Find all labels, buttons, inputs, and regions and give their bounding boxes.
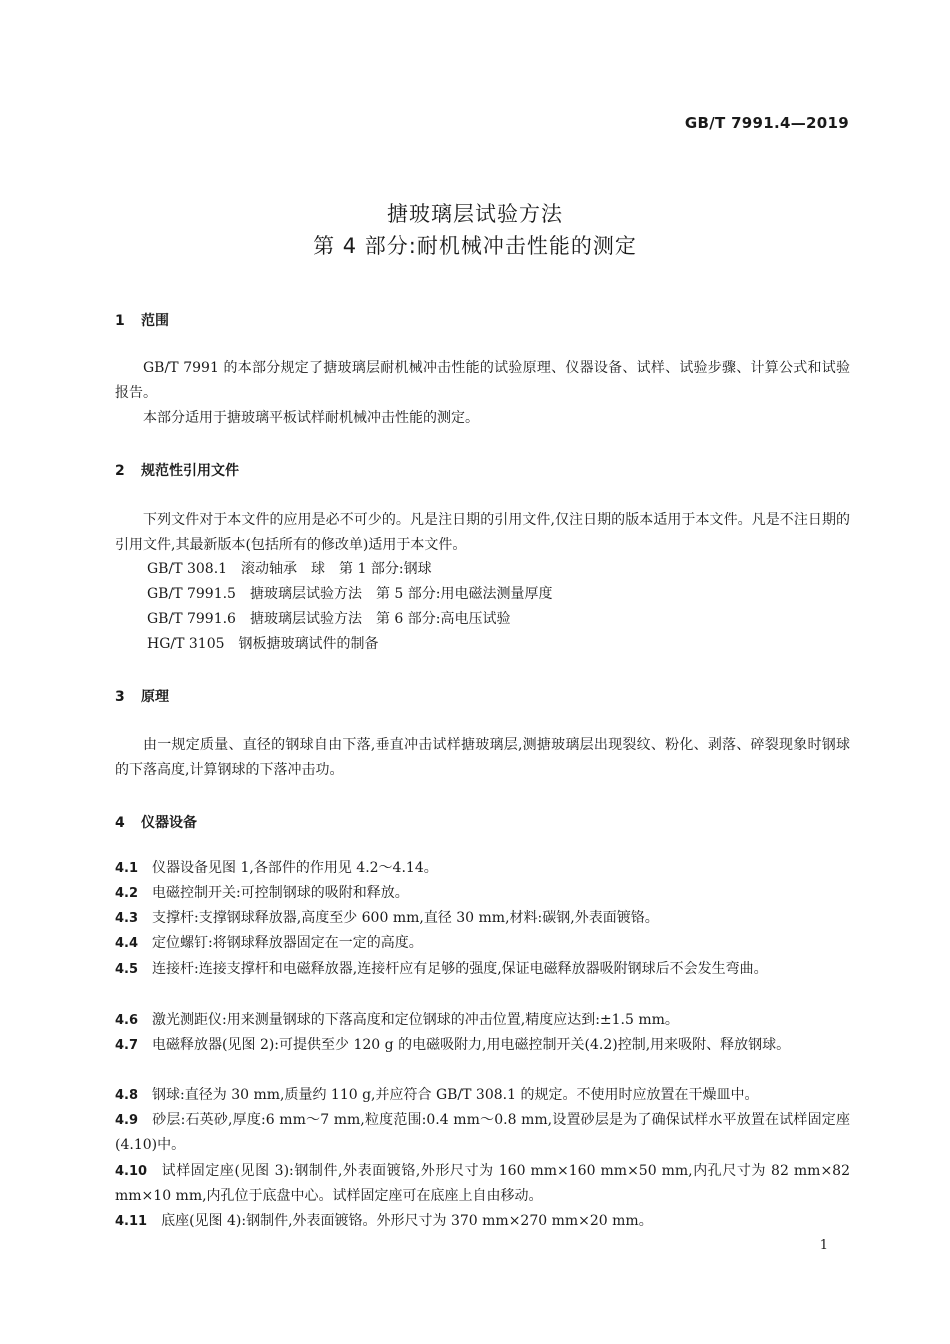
section-number: 2 (115, 463, 125, 479)
clause-4-4 (115, 931, 850, 956)
document-title: 搪玻璃层试验方法 (387, 202, 563, 226)
clause-text: 电磁释放器(见图 2):可提供至少 120 g 的电磁吸附力,用电磁控制开关(4.2)控制,用来吸附、释放钢球。 (152, 1037, 791, 1053)
clause-number: 4.2 (115, 886, 139, 901)
clause-4-5 (115, 957, 850, 982)
clause-4-6 (115, 1008, 850, 1033)
reference-item: GB/T 7991.6 搪玻璃层试验方法 第 6 部分:高电压试验 (147, 611, 511, 627)
page-number: 1 (819, 1238, 828, 1253)
clause-text: 底座(见图 4):钢制件,外表面镀铬。外形尺寸为 370 mm×270 mm×20 mm。 (161, 1213, 653, 1229)
reference-item: GB/T 308.1 滚动轴承 球 第 1 部分:钢球 (147, 561, 432, 577)
section-heading-1 (115, 310, 169, 330)
clause-number: 4.3 (115, 911, 139, 926)
clause-4-2 (115, 881, 850, 906)
section-heading-2 (115, 460, 239, 480)
section-number: 1 (115, 313, 125, 329)
paragraph: 本部分适用于搪玻璃平板试样耐机械冲击性能的测定。 (143, 410, 479, 426)
paragraph: 下列文件对于本文件的应用是必不可少的。凡是注日期的引用文件,仅注日期的版本适用于本文件。凡是不注日期的引用文件,其最新版本(包括所有的修改单)适用于本文件。 (115, 512, 850, 553)
document-subtitle: 第 4 部分:耐机械冲击性能的测定 (313, 234, 637, 258)
clause-text: 支撑杆:支撑钢球释放器,高度至少 600 mm,直径 30 mm,材料:碳钢,外表面镀铬。 (152, 910, 659, 926)
clause-number: 4.6 (115, 1013, 139, 1028)
clause-text: 砂层:石英砂,厚度:6 mm～7 mm,粒度范围:0.4 mm～0.8 mm,设置砂层是为了确保试样水平放置在试样固定座(4.10)中。 (115, 1112, 850, 1153)
clause-4-3 (115, 906, 850, 931)
clause-text: 仪器设备见图 1,各部件的作用见 4.2～4.14。 (152, 860, 438, 876)
clause-4-10 (115, 1159, 850, 1209)
clause-text: 激光测距仪:用来测量钢球的下落高度和定位钢球的冲击位置,精度应达到:±1.5 mm。 (152, 1012, 679, 1028)
clause-text: 电磁控制开关:可控制钢球的吸附和释放。 (152, 885, 409, 901)
clause-text: 钢球:直径为 30 mm,质量约 110 g,并应符合 GB/T 308.1 的规定。不使用时应放置在干燥皿中。 (152, 1087, 759, 1103)
section-title: 范围 (141, 313, 169, 329)
clause-number: 4.5 (115, 962, 139, 977)
section-title: 规范性引用文件 (141, 463, 239, 479)
section-number: 4 (115, 815, 125, 831)
section-number: 3 (115, 689, 125, 705)
clause-number: 4.10 (115, 1164, 148, 1179)
reference-item: GB/T 7991.5 搪玻璃层试验方法 第 5 部分:用电磁法测量厚度 (147, 586, 553, 602)
section-heading-4 (115, 812, 197, 832)
paragraph: 由一规定质量、直径的钢球自由下落,垂直冲击试样搪玻璃层,测搪玻璃层出现裂纹、粉化、剥落、碎裂现象时钢球的下落高度,计算钢球的下落冲击功。 (115, 737, 850, 778)
clause-text: 定位螺钉:将钢球释放器固定在一定的高度。 (152, 935, 423, 951)
clause-4-8 (115, 1083, 850, 1108)
clause-number: 4.8 (115, 1088, 139, 1103)
section-title: 仪器设备 (141, 815, 197, 831)
clause-text: 试样固定座(见图 3):钢制件,外表面镀铬,外形尺寸为 160 mm×160 mm×50 mm,内孔尺寸为 82 mm×82 mm×10 mm,内孔位于底盘中心。试样固定座可在底座上自由移动。 (115, 1163, 850, 1204)
clause-number: 4.4 (115, 936, 139, 951)
clause-number: 4.11 (115, 1214, 148, 1229)
clause-4-7 (115, 1033, 850, 1058)
standard-code: GB/T 7991.4—2019 (684, 114, 849, 132)
clause-text: 连接杆:连接支撑杆和电磁释放器,连接杆应有足够的强度,保证电磁释放器吸附钢球后不会发生弯曲。 (152, 961, 768, 977)
paragraph: GB/T 7991 的本部分规定了搪玻璃层耐机械冲击性能的试验原理、仪器设备、试样、试验步骤、计算公式和试验报告。 (115, 360, 850, 401)
reference-item: HG/T 3105 钢板搪玻璃试件的制备 (147, 636, 379, 652)
clause-4-11 (115, 1209, 850, 1234)
clause-4-9 (115, 1108, 850, 1158)
clause-number: 4.1 (115, 861, 139, 876)
section-heading-3 (115, 686, 169, 706)
clause-number: 4.9 (115, 1113, 139, 1128)
clause-number: 4.7 (115, 1038, 139, 1053)
section-title: 原理 (141, 689, 169, 705)
clause-4-1 (115, 856, 850, 881)
